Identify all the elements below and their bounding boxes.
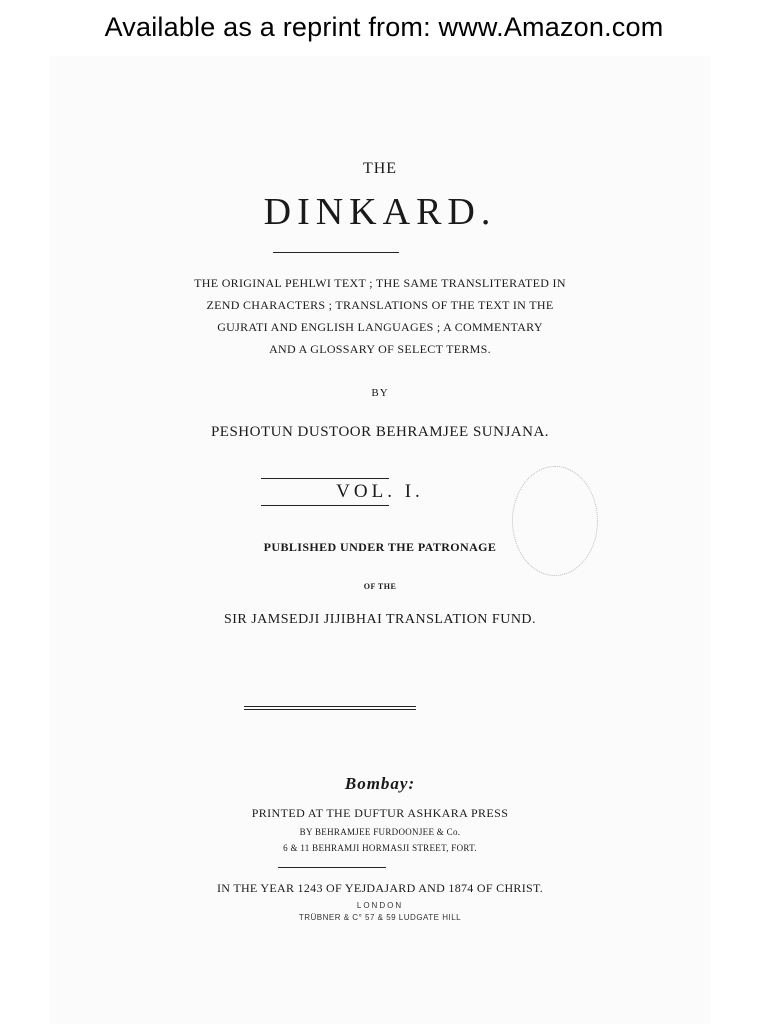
publication-year: IN THE YEAR 1243 OF YEJDAJARD AND 1874 OF CHRIST.	[216, 881, 544, 895]
double-rule-bottom	[244, 709, 416, 710]
printer-address: 6 & 11 BEHRAMJI HORMASJI STREET, FORT.	[283, 843, 477, 853]
london-publisher: TRÜBNER & C° 57 & 59 LUDGATE HILL	[298, 913, 462, 922]
title-article: THE	[362, 160, 398, 177]
imprint-rule	[278, 867, 386, 868]
description-line-3: GUJRATI AND ENGLISH LANGUAGES ; A COMMENTARY	[217, 320, 543, 334]
of-the-label: OF THE	[363, 582, 397, 591]
reprint-banner: Available as a reprint from: www.Amazon.com	[104, 12, 664, 42]
description-line-1: THE ORIGINAL PEHLWI TEXT ; THE SAME TRANSLITERATED IN	[194, 276, 566, 290]
description-line-4: AND A GLOSSARY OF SELECT TERMS.	[269, 342, 491, 356]
patronage-line: PUBLISHED UNDER THE PATRONAGE	[263, 540, 497, 554]
imprint-place: Bombay:	[344, 774, 416, 793]
title-rule	[273, 252, 399, 253]
london-label: LONDON	[356, 901, 404, 910]
library-stamp	[512, 466, 598, 576]
double-rule-top	[244, 706, 416, 707]
description-line-2: ZEND CHARACTERS ; TRANSLATIONS OF THE TEXT IN THE	[206, 298, 554, 312]
printed-at: PRINTED AT THE DUFTUR ASHKARA PRESS	[251, 806, 509, 820]
by-label: BY	[371, 387, 389, 399]
printer-name: BY BEHRAMJEE FURDOONJEE & Co.	[299, 827, 461, 837]
fund-name: SIR JAMSEDJI JIJIBHAI TRANSLATION FUND.	[223, 612, 537, 627]
volume-label: VOL. I.	[336, 481, 424, 502]
author-name: PESHOTUN DUSTOOR BEHRAMJEE SUNJANA.	[210, 424, 550, 440]
book-title: DINKARD.	[263, 191, 497, 233]
